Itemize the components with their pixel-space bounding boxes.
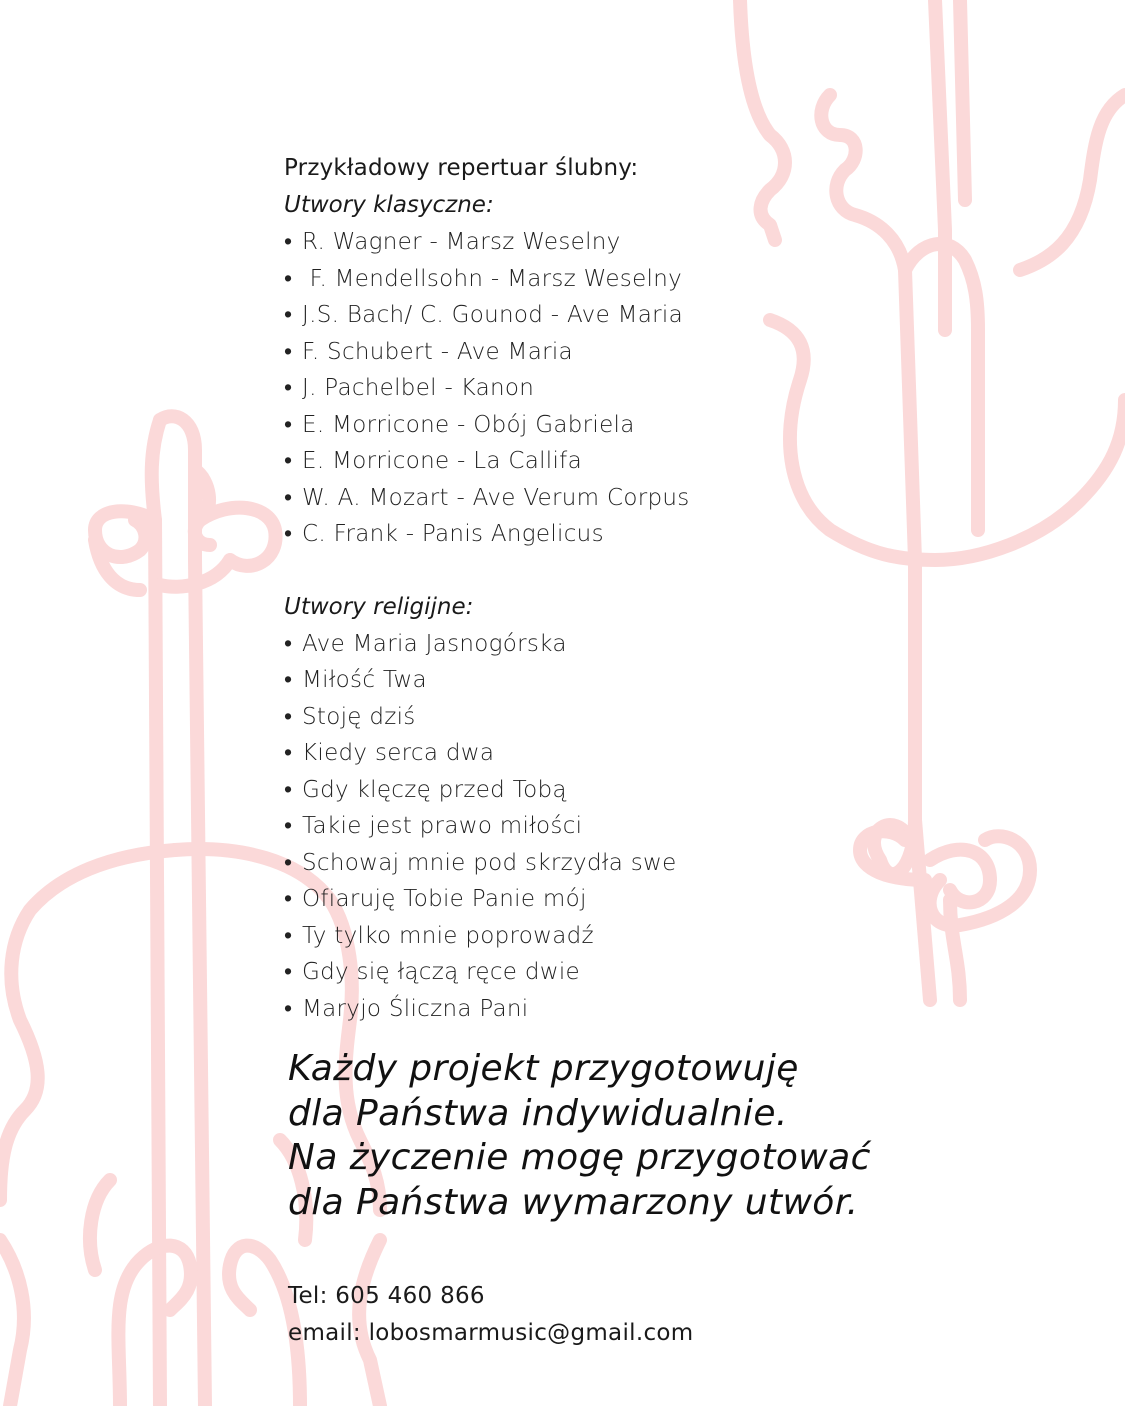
piece-title: F. Schubert - Ave Maria	[302, 338, 573, 365]
list-item	[284, 772, 1044, 809]
piece-title: Schowaj mnie pod skrzydła swe	[302, 849, 677, 876]
piece-title: F. Mendellsohn - Marsz Weselny	[302, 265, 683, 292]
section-spacer	[284, 553, 1044, 589]
bullet-icon: •	[284, 959, 293, 985]
piece-title: J.S. Bach/ C. Gounod - Ave Maria	[302, 302, 684, 328]
list-item	[284, 297, 1044, 334]
bullet-icon: •	[284, 776, 293, 803]
tagline-line: dla Państwa wymarzony utwór.	[288, 1181, 859, 1223]
piece-title: Ave Maria Jasnogórska	[302, 630, 567, 657]
piece-title: E. Morricone - Obój Gabriela	[302, 411, 635, 438]
tagline-line: Każdy projekt przygotowuję	[288, 1048, 799, 1089]
bullet-icon: •	[284, 667, 293, 693]
list-item	[284, 918, 1044, 955]
tagline-line: Na życzenie mogę przygotować	[288, 1137, 871, 1178]
repertoire-heading: Przykładowy repertuar ślubny:	[284, 155, 639, 181]
piece-title: Takie jest prawo miłości	[302, 813, 583, 839]
list-item	[284, 699, 1044, 736]
list-item	[284, 261, 1044, 298]
list-item	[284, 516, 1044, 553]
piece-title: Gdy klęczę przed Tobą	[302, 776, 567, 803]
bullet-icon: •	[284, 229, 293, 255]
piece-title: J. Pachelbel - Kanon	[302, 375, 535, 401]
list-item	[284, 954, 1044, 991]
bullet-icon: •	[284, 886, 293, 912]
piece-title: Stoję dziś	[302, 703, 416, 730]
email-address[interactable]: email: lobosmarmusic@gmail.com	[288, 1320, 694, 1346]
piece-title: Miłość Twa	[302, 667, 427, 693]
list-item	[284, 480, 1044, 517]
bullet-icon: •	[284, 302, 293, 328]
tagline-line: dla Państwa indywidualnie.	[288, 1092, 788, 1134]
phone-number[interactable]: Tel: 605 460 866	[288, 1283, 485, 1309]
religious-heading: Utwory religijne:	[284, 593, 474, 620]
list-item	[284, 662, 1044, 699]
classical-heading: Utwory klasyczne:	[284, 192, 494, 218]
list-item	[284, 991, 1044, 1028]
list-item	[284, 407, 1044, 444]
repertoire-section	[284, 150, 1044, 1027]
bullet-icon: •	[284, 922, 293, 949]
list-item	[284, 845, 1044, 882]
piece-title: E. Morricone - La Callifa	[302, 448, 582, 474]
piece-title: Maryjo Śliczna Pani	[302, 995, 529, 1022]
bullet-icon: •	[284, 849, 293, 876]
list-item	[284, 370, 1044, 407]
bullet-icon: •	[284, 995, 293, 1022]
classical-list	[284, 224, 1044, 553]
bullet-icon: •	[284, 265, 293, 292]
list-item	[284, 626, 1044, 663]
bullet-icon: •	[284, 813, 293, 839]
bullet-icon: •	[284, 411, 293, 438]
bullet-icon: •	[284, 740, 293, 766]
bullet-icon: •	[284, 375, 293, 401]
list-item	[284, 735, 1044, 772]
bullet-icon: •	[284, 448, 293, 474]
contact-section	[288, 1278, 1048, 1352]
list-item	[284, 443, 1044, 480]
list-item	[284, 881, 1044, 918]
list-item	[284, 808, 1044, 845]
bullet-icon: •	[284, 521, 293, 547]
bullet-icon: •	[284, 484, 293, 511]
piece-title: Gdy się łączą ręce dwie	[302, 959, 580, 985]
list-item	[284, 224, 1044, 261]
piece-title: R. Wagner - Marsz Weselny	[302, 229, 621, 255]
religious-list	[284, 626, 1044, 1028]
bullet-icon: •	[284, 703, 293, 730]
bullet-icon: •	[284, 338, 293, 365]
piece-title: Kiedy serca dwa	[302, 740, 495, 766]
piece-title: W. A. Mozart - Ave Verum Corpus	[302, 484, 690, 511]
tagline	[288, 1047, 1048, 1225]
list-item	[284, 334, 1044, 371]
piece-title: Ofiaruję Tobie Panie mój	[302, 886, 587, 912]
bullet-icon: •	[284, 630, 293, 657]
piece-title: Ty tylko mnie poprowadź	[302, 922, 594, 949]
piece-title: C. Frank - Panis Angelicus	[302, 521, 604, 547]
